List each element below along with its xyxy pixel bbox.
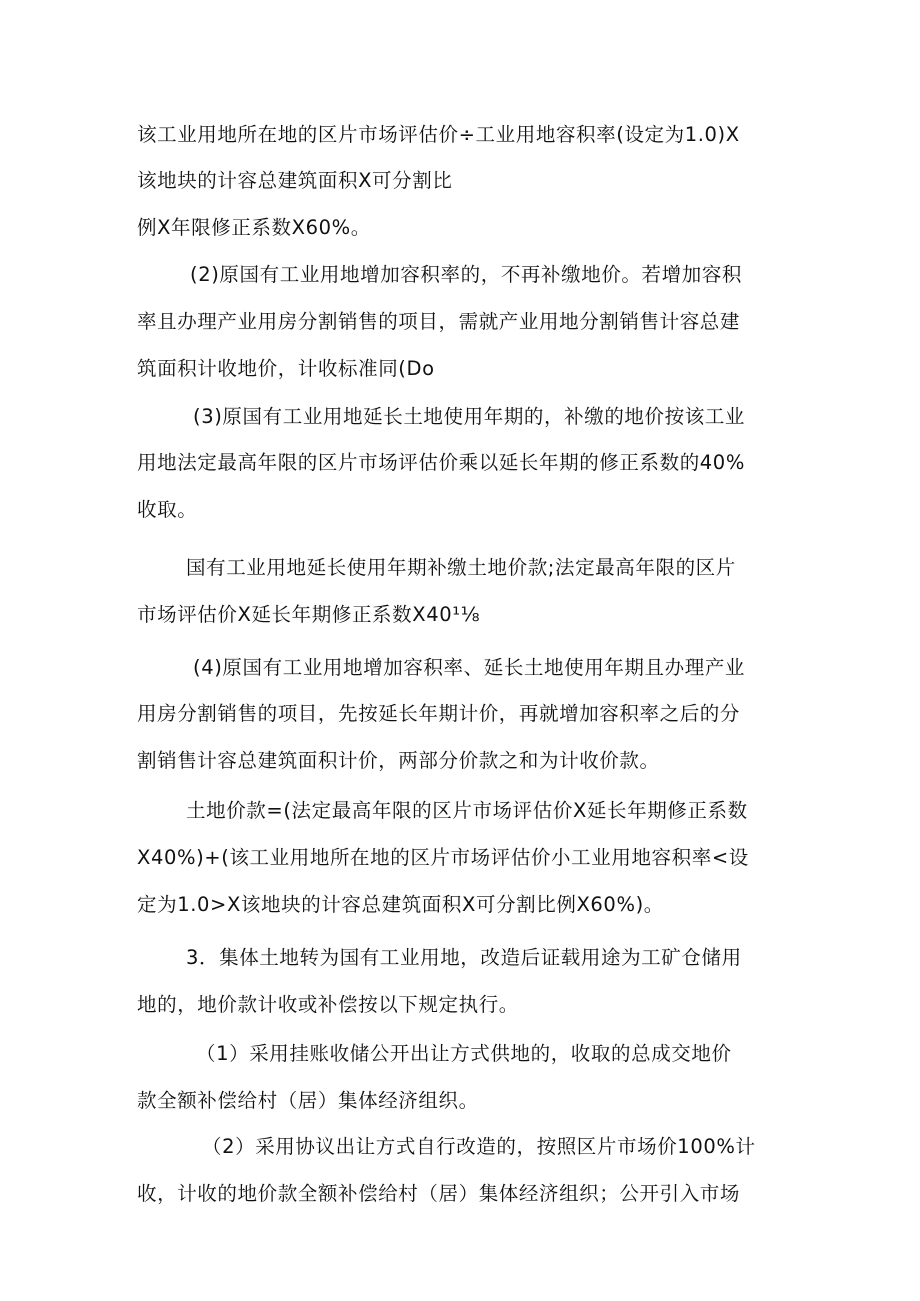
text-line: 用房分割销售的项目，先按延长年期计价，再就增加容积率之后的分 — [137, 702, 741, 725]
text-line: 例X年限修正系数X60%。 — [137, 216, 371, 239]
text-line: （2）采用协议出让方式自行改造的，按照区片市场价100%计 — [202, 1135, 756, 1158]
text-line: 该地块的计容总建筑面积X可分割比 — [137, 169, 453, 192]
text-line: 地的，地价款计收或补偿按以下规定执行。 — [137, 993, 519, 1016]
text-line: 该工业用地所在地的区片市场评估价÷工业用地容积率(设定为1.0)X — [137, 123, 740, 146]
text-line: 定为1.0>X该地块的计容总建筑面积X可分割比例X60%)。 — [137, 893, 664, 916]
text-line: （1）采用挂账收储公开出让方式供地的，收取的总成交地价 — [196, 1042, 732, 1065]
text-line: 3．集体土地转为国有工业用地，改造后证载用途为工矿仓储用 — [186, 946, 742, 969]
text-line: 割销售计容总建筑面积计价，两部分价款之和为计收价款。 — [137, 749, 660, 772]
text-line: 款全额补偿给村（居）集体经济组织。 — [137, 1089, 479, 1112]
text-line: 用地法定最高年限的区片市场评估价乘以延长年期的修正系数的40% — [137, 451, 745, 474]
text-line: 筑面积计收地价，计收标准同(Do — [137, 357, 435, 380]
text-line: (4)原国有工业用地增加容积率、延长土地使用年期且办理产业 — [193, 656, 746, 679]
text-line: 收，计收的地价款全额补偿给村（居）集体经济组织；公开引入市场 — [137, 1182, 741, 1205]
text-line: 市场评估价X延长年期修正系数X40¹⅛ — [137, 603, 481, 626]
text-line: 收取。 — [137, 498, 198, 521]
text-line: 率且办理产业用房分割销售的项目，需就产业用地分割销售计容总建 — [137, 310, 741, 333]
text-line: 土地价款=(法定最高年限的区片市场评估价X延长年期修正系数 — [186, 799, 748, 822]
text-line: (2)原国有工业用地增加容积率的，不再补缴地价。若增加容积 — [190, 263, 743, 286]
text-line: X40%)+(该工业用地所在地的区片市场评估价小工业用地容积率<设 — [137, 846, 749, 869]
text-line: 国有工业用地延长使用年期补缴土地价款;法定最高年限的区片 — [186, 556, 736, 579]
text-line: (3)原国有工业用地延长土地使用年期的，补缴的地价按该工业 — [193, 405, 746, 428]
